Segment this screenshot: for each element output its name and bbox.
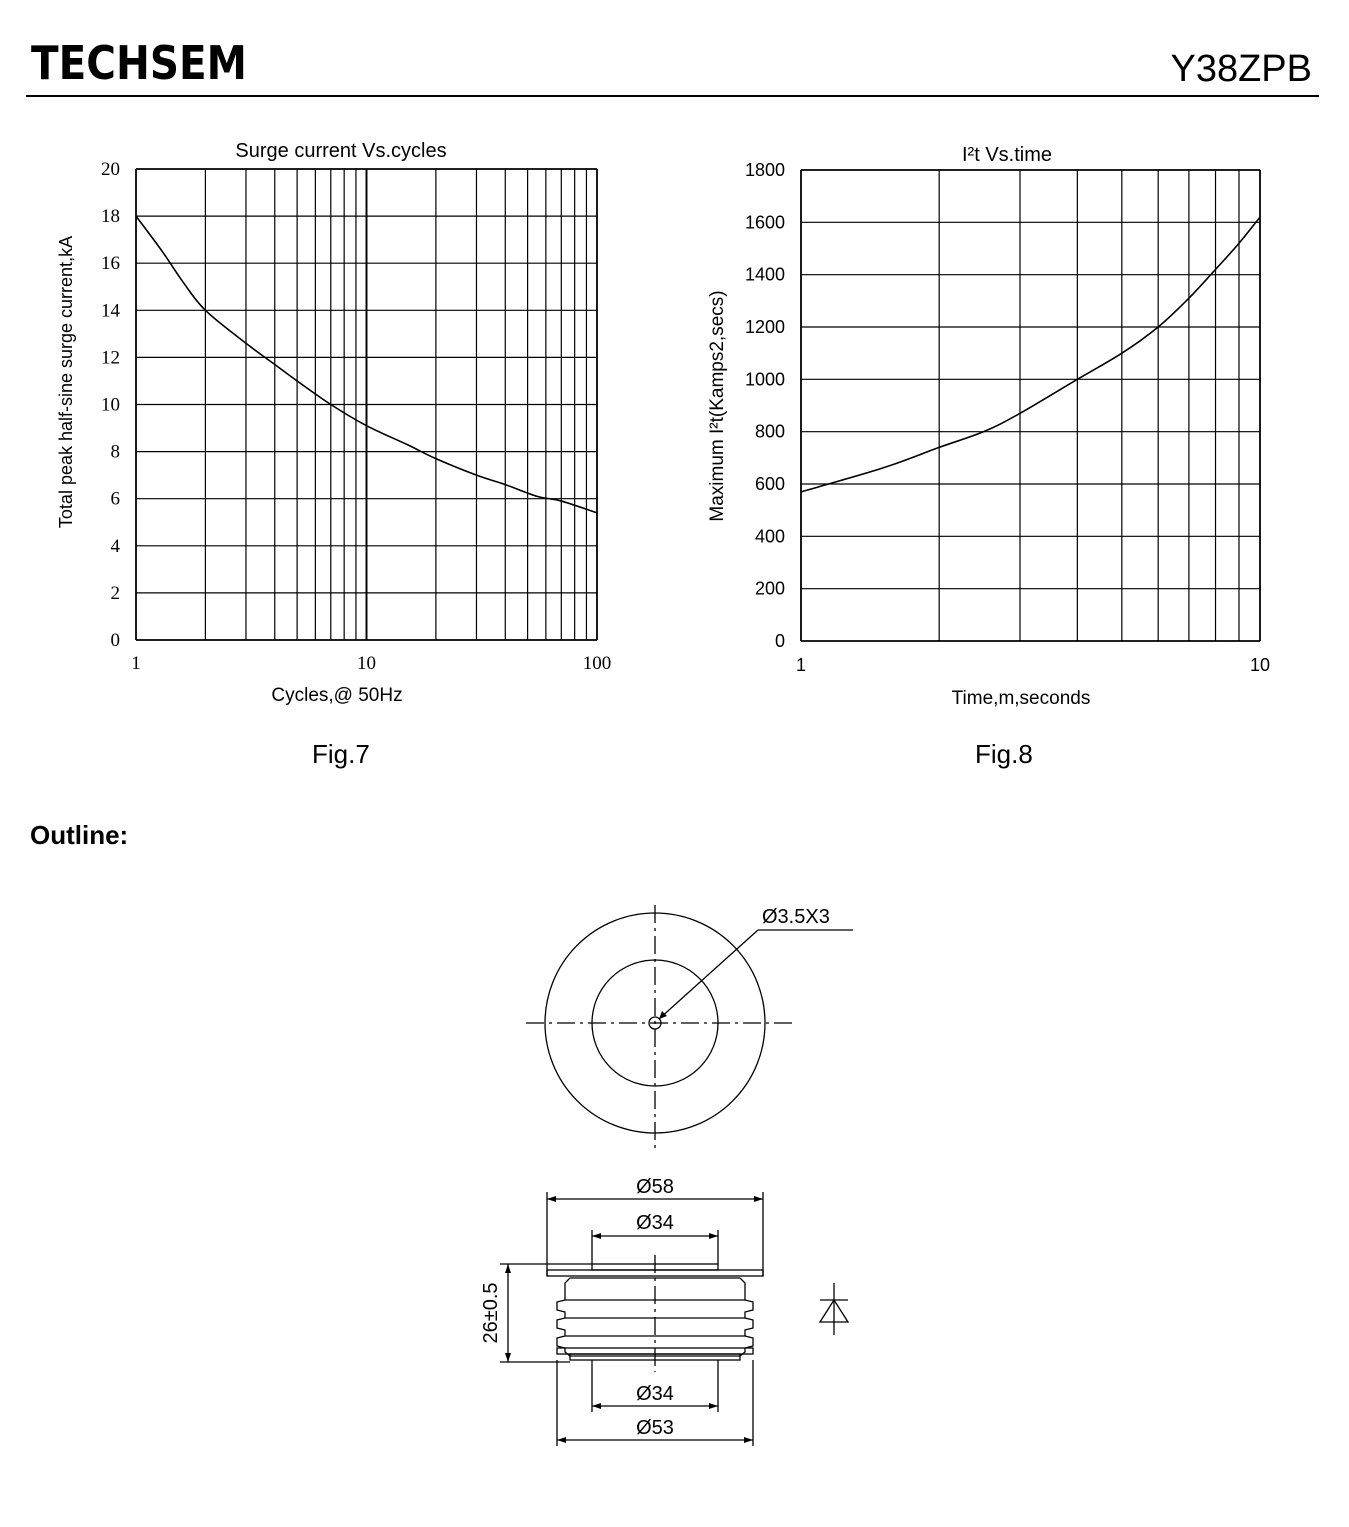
fig7-ylabel: Total peak half-sine surge current,kA [56,235,76,529]
fig8-title: I²t Vs.time [961,144,1053,166]
part-number: Y38ZPB [1170,48,1312,90]
fig7-y-tick-label: 16 [101,253,120,275]
fig7-xlabel: Cycles,@ 50Hz [271,685,403,706]
dim-d34-bottom: Ø34 [636,1383,674,1405]
hole-leader [659,930,758,1019]
fig7-title: Surge current Vs.cycles [235,140,447,162]
fig8-x-tick-label: 10 [1249,655,1271,675]
fig7-y-tick-label: 0 [110,630,120,651]
dim-hole: Ø3.5X3 [762,906,830,928]
fig7-y-tick-label: 20 [101,159,120,180]
outline-title: Outline: [30,820,129,850]
fig8-y-tick-label: 1800 [744,160,785,180]
fig7-y-tick-label: 6 [110,488,120,510]
fig7-y-tick-label: 8 [110,441,120,463]
fig7-x-tick-label: 1 [131,653,141,674]
fig8-y-tick-label: 1000 [744,369,785,390]
fig8-y-tick-label: 200 [754,578,785,599]
fig8-y-tick-label: 0 [774,631,785,651]
fig8-y-tick-label: 800 [754,421,785,442]
company-logo: TECHSEM [31,36,247,90]
fig8-y-tick-label: 400 [754,526,785,547]
fig8-y-tick-label: 1200 [744,317,785,337]
fig7-y-tick-label: 10 [101,394,120,416]
fig7-y-tick-label: 2 [110,582,120,604]
fig7-y-tick-label: 12 [101,347,120,369]
fig8-caption: Fig.8 [975,739,1033,769]
diode-symbol [820,1283,848,1335]
fig8-xlabel: Time,m,seconds [951,688,1091,709]
fig7-x-tick-label: 10 [357,653,376,674]
fig8-y-tick-label: 1600 [744,212,785,233]
fig8-x-tick-label: 1 [795,655,807,675]
fig8-y-tick-label: 1400 [744,264,785,285]
fig8-ylabel: Maximum I²t(Kamps2,secs) [707,290,728,522]
dim-height: 26±0.5 [480,1282,502,1344]
fig8-y-tick-label: 600 [754,474,785,494]
fig7-y-tick-label: 14 [101,300,120,322]
dim-d58: Ø58 [636,1176,674,1198]
fig7-caption: Fig.7 [312,739,370,769]
dim-d53: Ø53 [636,1417,674,1439]
fig7-y-tick-label: 4 [110,535,120,557]
fig7-x-tick-label: 100 [582,653,612,674]
fig7-y-tick-label: 18 [101,206,120,228]
dim-d34-top: Ø34 [636,1212,674,1234]
